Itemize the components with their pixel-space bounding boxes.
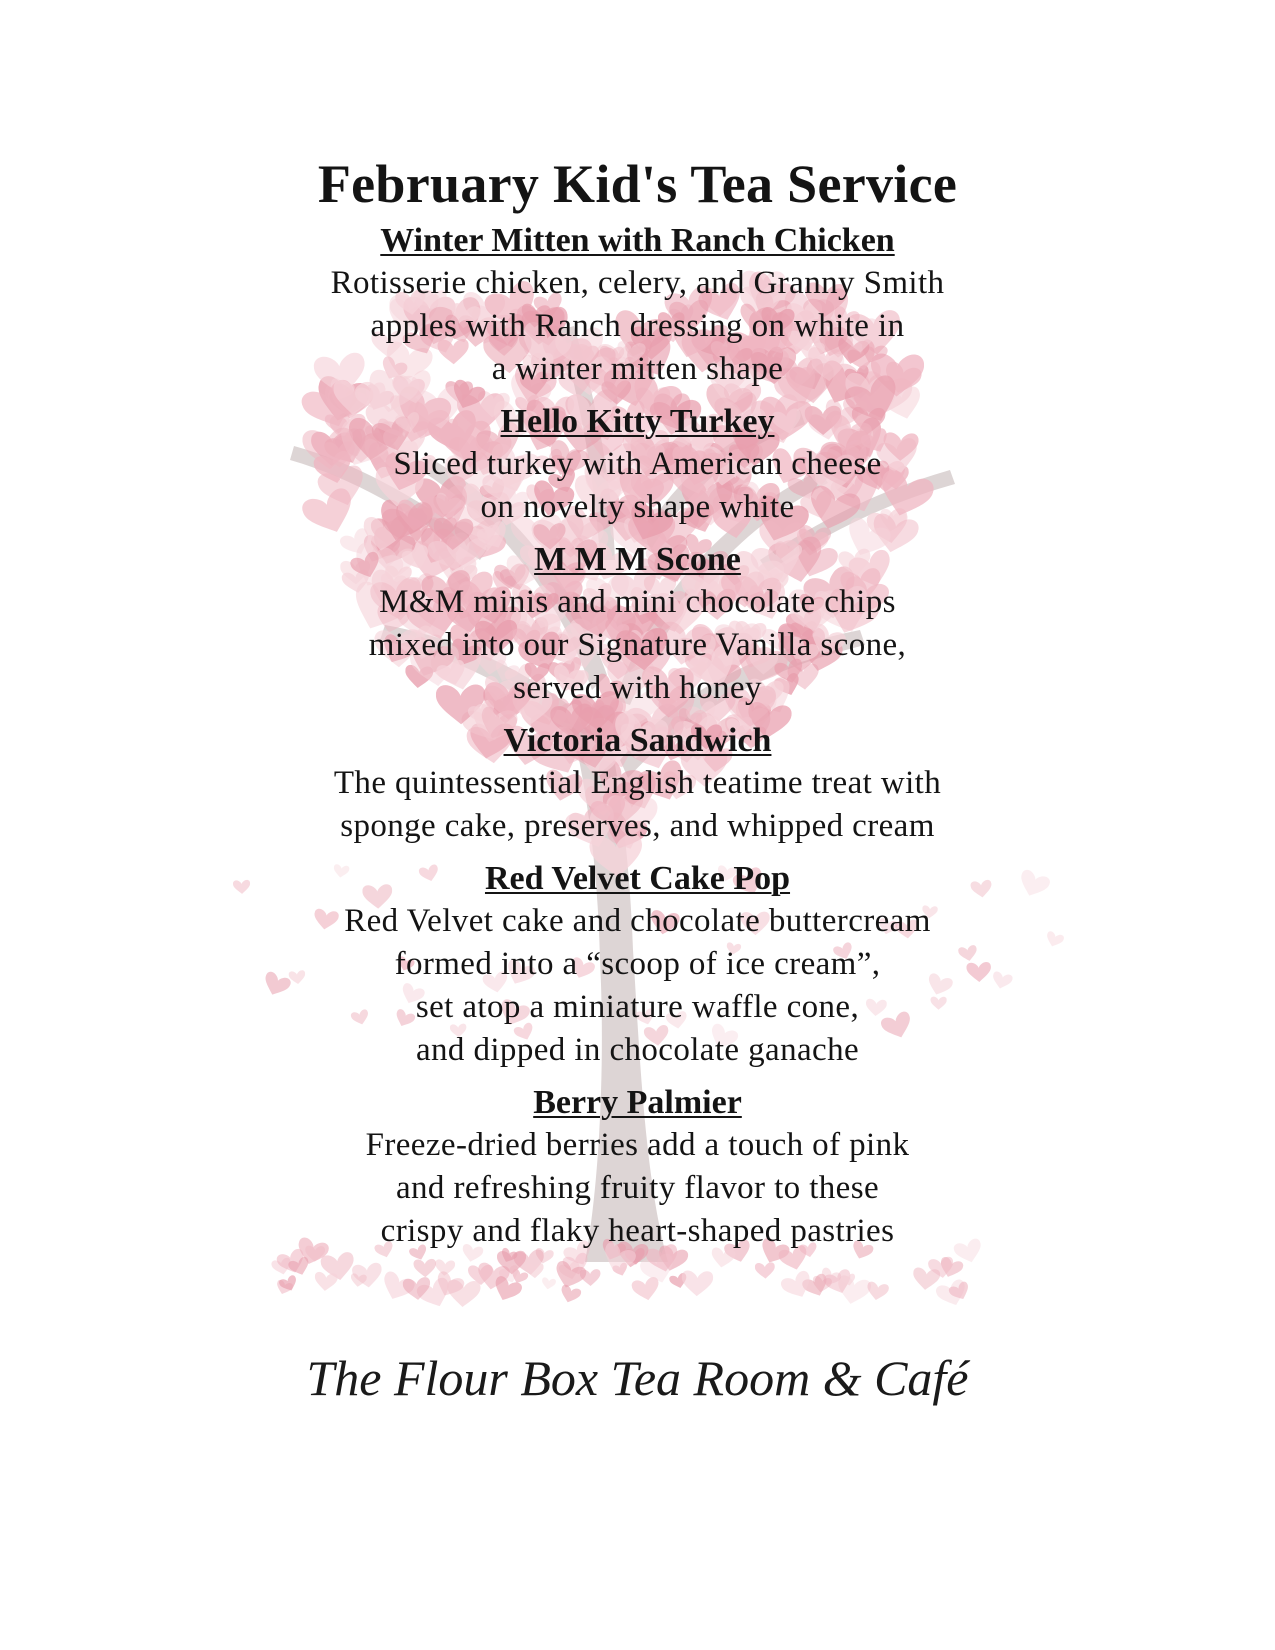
tea-room-name: The Flour Box Tea Room & Café [306,1350,969,1406]
heart-leaf-icon [681,1270,713,1296]
menu-item [0,401,1275,529]
menu-content [0,148,1275,1263]
menu-item-name: Winter Mitten with Ranch Chicken [380,222,895,259]
description-line: crispy and flaky heart-shaped pastries [380,1213,895,1249]
menu-item [0,720,1275,848]
menu-item-name: Victoria Sandwich [503,722,772,759]
menu-item-name: Berry Palmier [533,1084,742,1121]
description-line: sponge cake, preserves, and whipped cream [340,808,935,844]
description-line: Sliced turkey with American cheese [393,446,882,482]
menu-item-description [0,443,1275,529]
menu-item [0,1082,1275,1253]
menu-item [0,858,1275,1072]
menu-item-name: Hello Kitty Turkey [500,403,775,440]
description-line: set atop a miniature waffle cone, [415,989,860,1025]
menu-item [0,539,1275,710]
description-line: formed into a “scoop of ice cream”, [394,946,881,982]
heart-leaf-icon [755,1262,776,1279]
menu-item-description [0,1124,1275,1253]
description-line: a winter mitten shape [491,351,784,387]
menu-item-description [0,262,1275,391]
menu-item-description [0,762,1275,848]
menu-item-description [0,581,1275,710]
menu-item-name: Red Velvet Cake Pop [484,860,791,897]
menu-item-description [0,900,1275,1072]
description-line: The quintessential English teatime treat with [333,765,942,801]
heart-leaf-icon [313,1271,338,1292]
description-line: and dipped in chocolate ganache [415,1032,860,1068]
heart-leaf-icon [558,1284,582,1305]
menu-item-name: M M M Scone [534,541,741,578]
description-line: served with honey [513,670,762,706]
description-line: apples with Ranch dressing on white in [370,308,905,344]
description-line: M&M minis and mini chocolate chips [379,584,896,620]
description-line: Rotisserie chicken, celery, and Granny Smith [330,265,945,301]
description-line: Red Velvet cake and chocolate buttercream [344,903,931,939]
description-line: on novelty shape white [480,489,795,525]
description-line: Freeze-dried berries add a touch of pink [365,1127,910,1163]
description-line: and refreshing fruity flavor to these [395,1170,880,1206]
menu-item [0,220,1275,391]
description-line: mixed into our Signature Vanilla scone, [368,627,907,663]
menu-items [0,220,1275,1253]
heart-leaf-icon [541,1277,557,1291]
menu-title: February Kid's Tea Service [317,154,958,214]
